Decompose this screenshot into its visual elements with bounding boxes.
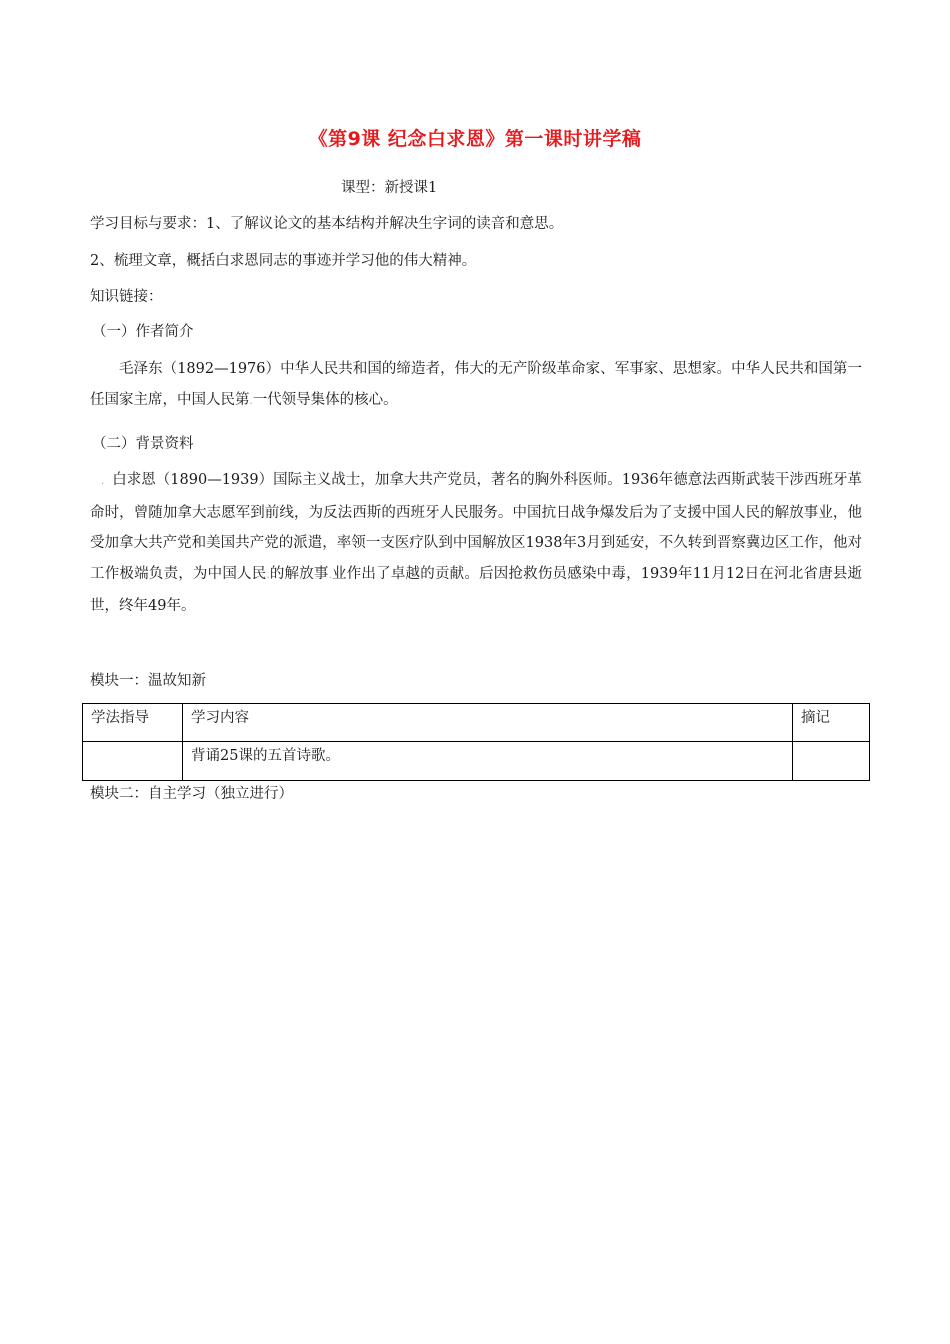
table-cell: 背诵25课的五首诗歌。 <box>183 742 793 781</box>
background-text-a: 白求恩（1890—1939）国际主义战士，加拿大共产党员，著名的胸外科医师。1936年德意法西斯武装干涉西班牙革命时，曾随加拿大志愿军到前线，为反法西斯的西班牙人民服务。中国抗日战争爆发后为了支援中国人民的解放事业，他受加拿大共产党和美国共产党的派遣，率领一支医疗队到中国解放区1938年3月到延安，不久转到晋察冀边区工作，他对工作极端负责，为中国人民 <box>90 472 862 582</box>
table-header-cell: 学法指导 <box>83 704 183 742</box>
section-heading-background: （二）背景资料 <box>92 436 194 452</box>
background-paragraph <box>90 465 862 622</box>
table-cell <box>83 742 183 781</box>
study-table <box>82 703 870 781</box>
module-2-heading: 模块二：自主学习（独立进行） <box>90 786 293 802</box>
mark-dot: . <box>266 569 270 581</box>
table-header-row <box>83 704 870 742</box>
lesson-type: 课型：新授课1 <box>341 180 438 196</box>
author-paragraph <box>90 354 862 417</box>
author-text-b: 一代领导集体的核心。 <box>252 392 398 408</box>
mark-dot: . <box>101 476 105 487</box>
knowledge-link-label: 知识链接： <box>90 289 163 305</box>
table-header-cell: 学习内容 <box>183 704 793 742</box>
page-title: 《第9课 纪念白求恩》第一课时讲学稿 <box>308 128 642 150</box>
table-header-cell: 摘记 <box>793 704 870 742</box>
goal-line-2: 2、梳理文章，概括白求恩同志的事迹并学习他的伟大精神。 <box>90 253 477 269</box>
section-heading-author: （一）作者简介 <box>92 324 194 340</box>
table-cell <box>793 742 870 781</box>
table-row <box>83 742 870 781</box>
background-text-b: 的解放事 <box>269 565 329 582</box>
mark-dot: . <box>328 569 332 581</box>
author-text-a: 毛泽东（1892—1976）中华人民共和国的缔造者，伟大的无产阶级革命家、军事家、思想家。中华人民共和国第一任国家主席，中国人民第 <box>90 361 862 408</box>
background-text-c: 业作出了卓越的贡献。后因抢救伤员感染中毒，1939年11月12日在河北省唐县逝世，终年49年。 <box>90 565 863 614</box>
mark-dot: . <box>249 396 253 407</box>
module-1-heading: 模块一：温故知新 <box>90 673 206 689</box>
goal-line-1: 学习目标与要求：1、了解议论文的基本结构并解决生字词的读音和意思。 <box>90 216 564 232</box>
